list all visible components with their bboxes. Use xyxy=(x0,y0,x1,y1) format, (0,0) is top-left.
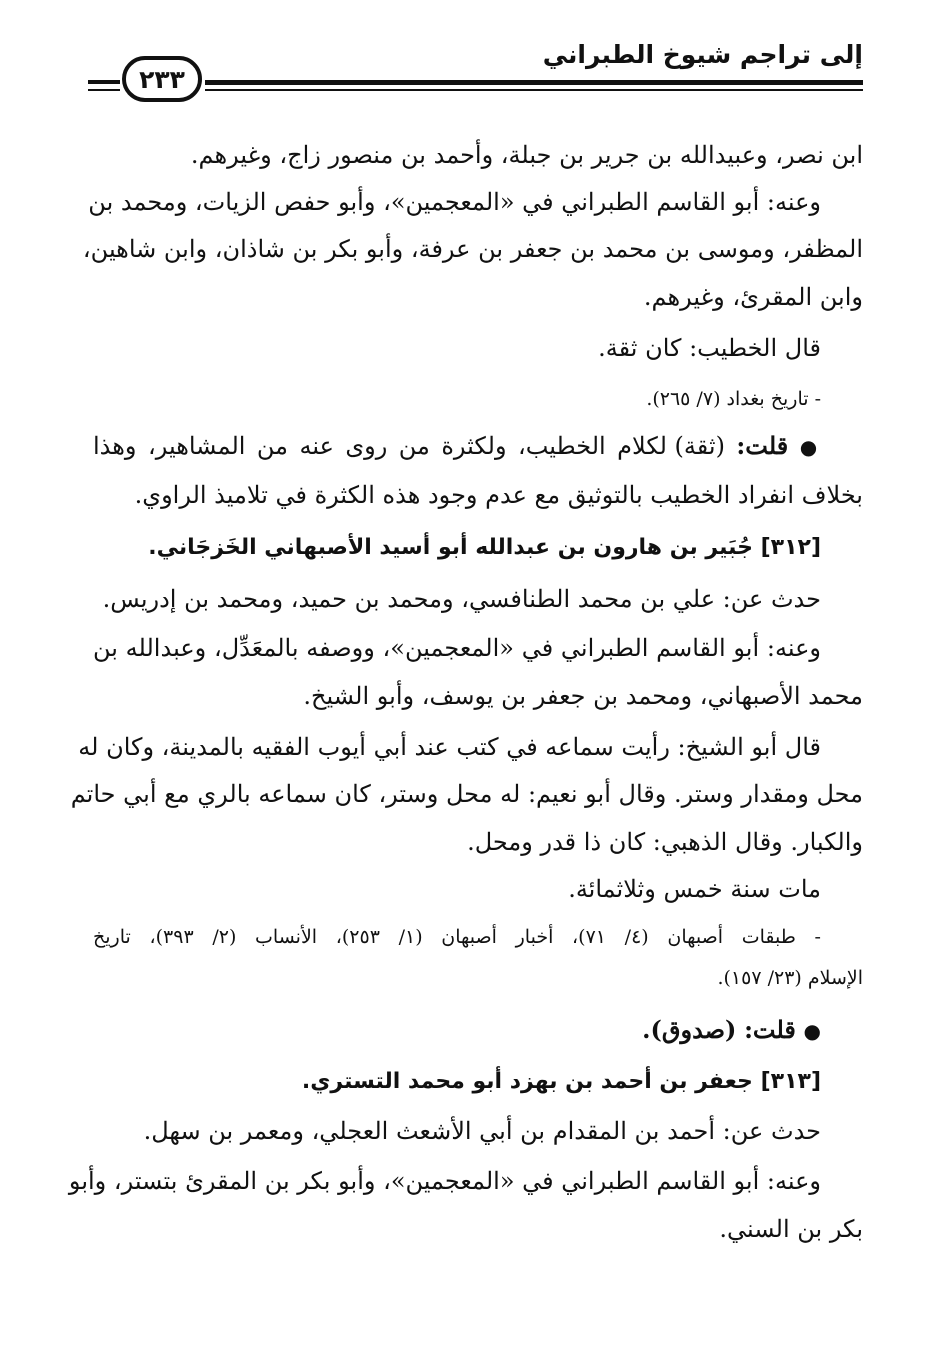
note-label: قلت: xyxy=(744,1015,796,1044)
bullet-icon: ● xyxy=(803,1019,821,1043)
note-line xyxy=(93,431,821,462)
bullet-icon: ● xyxy=(799,435,821,459)
note-text: (ثقة) لكلام الخطيب، ولكثرة من روى عنه من المشاهير، وهذا xyxy=(93,432,725,460)
text-line: المظفر، وموسى بن محمد بن جعفر بن عرفة، وأبو بكر بن شاذان، وابن شاهين، xyxy=(82,235,863,263)
page-number: ٢٣٣ xyxy=(122,56,202,102)
text-line: محمد الأصبهاني، ومحمد بن جعفر بن يوسف، وأبو الشيخ. xyxy=(303,682,863,710)
text-line: قال الخطيب: كان ثقة. xyxy=(598,334,821,362)
reference-line: - تاريخ بغداد (٧/ ٢٦٥). xyxy=(646,388,821,410)
header-rule xyxy=(205,80,863,85)
text-line: حدث عن: أحمد بن المقدام بن أبي الأشعث العجلي، ومعمر بن سهل. xyxy=(143,1117,821,1145)
header-rule-left xyxy=(88,80,120,84)
entry-heading: [٣١٣] جعفر بن أحمد بن بهزد أبو محمد التستري. xyxy=(301,1069,821,1094)
text-line: وعنه: أبو القاسم الطبراني في «المعجمين»، وأبو حفص الزيات، ومحمد بن xyxy=(88,188,821,216)
text-line: وعنه: أبو القاسم الطبراني في «المعجمين»، ووصفه بالمعَدِّل، وعبدالله بن xyxy=(93,634,821,662)
entry-heading: [٣١٢] جُبَير بن هارون بن عبدالله أبو أسيد الأصبهاني الخَزجَاني. xyxy=(148,535,821,560)
text-line: وابن المقرئ، وغيرهم. xyxy=(643,283,863,311)
reference-line: - طبقات أصبهان (٤/ ٧١)، أخبار أصبهان (١/ ٢٥٣)، الأنساب (٢/ ٣٩٣)، تاريخ xyxy=(93,926,821,948)
note-line xyxy=(642,1015,821,1046)
text-line: بخلاف انفراد الخطيب بالتوثيق مع عدم وجود هذه الكثرة في تلاميذ الراوي. xyxy=(134,481,863,509)
text-line: محل ومقدار وستر. وقال أبو نعيم: له محل وستر، كان سماعه بالري مع أبي حاتم xyxy=(70,780,863,808)
text-line: والكبار. وقال الذهبي: كان ذا قدر ومحل. xyxy=(467,828,863,856)
note-text: (صدوق). xyxy=(642,1015,737,1044)
text-line: حدث عن: علي بن محمد الطنافسي، ومحمد بن حميد، ومحمد بن إدريس. xyxy=(102,585,821,613)
text-line: ابن نصر، وعبيدالله بن جرير بن جبلة، وأحمد بن منصور زاج، وغيرهم. xyxy=(190,141,863,169)
header-rule-left-thin xyxy=(88,89,120,91)
header-rule-thin xyxy=(205,89,863,91)
running-title: إلى تراجم شيوخ الطبراني xyxy=(542,40,863,69)
text-line: بكر بن السني. xyxy=(719,1215,863,1243)
text-line: قال أبو الشيخ: رأيت سماعه في كتب عند أبي أيوب الفقيه بالمدينة، وكان له xyxy=(78,733,821,761)
text-line: وعنه: أبو القاسم الطبراني في «المعجمين»، وأبو بكر بن المقرئ بتستر، وأبو xyxy=(68,1167,821,1195)
text-line: مات سنة خمس وثلاثمائة. xyxy=(568,875,821,903)
reference-line: الإسلام (٢٣/ ١٥٧). xyxy=(717,967,863,989)
note-label: قلت: xyxy=(736,431,789,460)
